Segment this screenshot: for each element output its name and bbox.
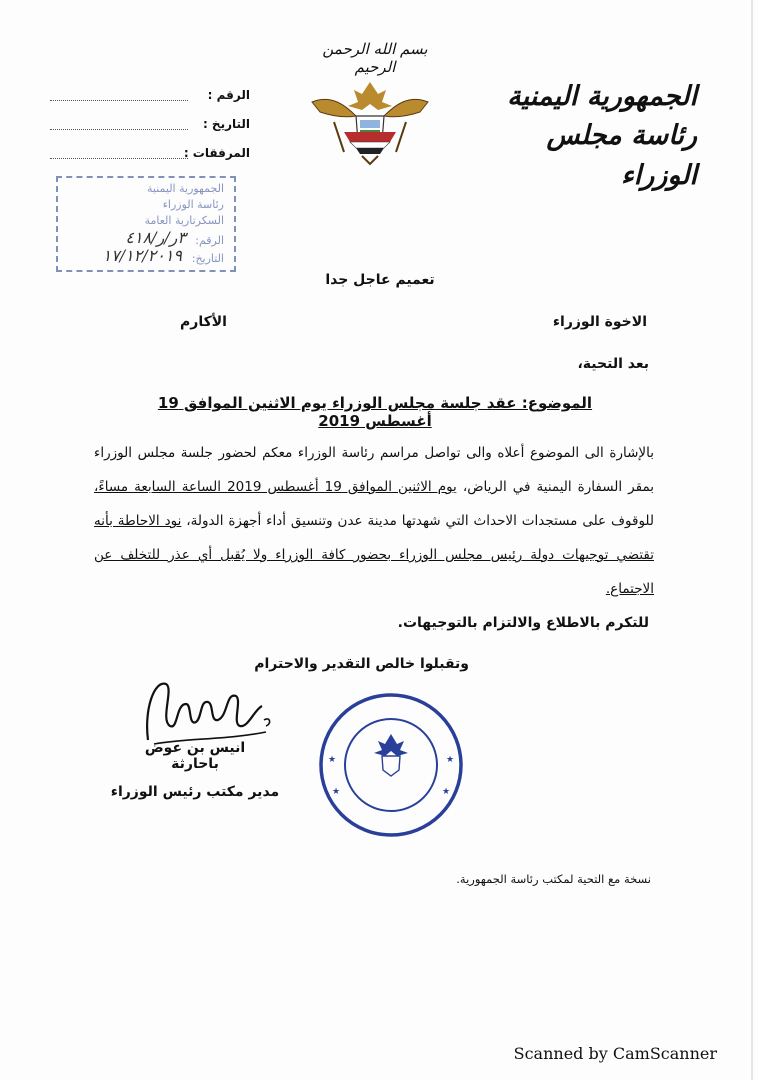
meta-fields [40, 88, 250, 175]
header-republic: الجمهورية اليمنية [507, 81, 697, 112]
office-seal-icon [316, 690, 466, 840]
svg-text:★: ★ [328, 755, 337, 765]
salutation-brothers: الاخوة الوزراء [552, 314, 647, 330]
stamp-line3: السكرتارية العامة [144, 214, 224, 227]
body-part1-underlined: يوم الاثنين الموافق 19 أغسطس 2019 الساعة السابعة مساءً، [94, 479, 457, 495]
stamp-date-label: التاريخ: [191, 252, 224, 265]
signer-name: انيس بن عوض باحارثة [144, 740, 246, 772]
body-part1: بالإشارة الى الموضوع أعلاه والى تواصل مراسم رئاسة الوزراء معكم لحضور جلسة مجلس الوزراء بمقر السفارة اليمنية في الرياض، [94, 445, 655, 495]
meta-number-row [40, 88, 250, 117]
greeting: بعد التحية، [577, 356, 649, 372]
svg-text:★: ★ [332, 787, 341, 797]
yemen-emblem-icon [304, 72, 436, 168]
stamp-number-label: الرقم: [195, 234, 224, 247]
meta-date-row [40, 117, 250, 146]
meta-number-label: الرقم : [207, 88, 250, 102]
subject-line: الموضوع: عقد جلسة مجلس الوزراء يوم الاثنين الموافق 19 أغسطس 2019 [157, 394, 593, 430]
header-presidency: رئاسة مجلس الوزراء [546, 120, 697, 191]
meta-attachments-line [50, 158, 188, 159]
meta-number-line [50, 100, 188, 101]
meta-attachments-row [40, 146, 250, 175]
body-part3-underlined: نود الاحاطة بأنه تقتضي توجيهات دولة رئيس مجلس الوزراء بحضور كافة الوزراء ولا يُقبل أي عذر للتخلف عن الاجتماع. [94, 513, 654, 597]
scanner-watermark: Scanned by CamScanner [513, 1044, 717, 1063]
regards-line: وتقبلوا خالص التقدير والاحترام [254, 656, 469, 672]
cc-line: نسخة مع التحية لمكتب رئاسة الجمهورية. [456, 872, 651, 886]
stamp-date-value: ١٧/١٢/٢٠١٩ [102, 246, 182, 265]
signer-title: مدير مكتب رئيس الوزراء [110, 784, 280, 800]
meta-date-line [50, 129, 188, 130]
meta-date-label: التاريخ : [202, 117, 250, 131]
circular-title: تعميم عاجل جدا [325, 272, 435, 288]
incoming-stamp [56, 176, 236, 272]
salutation-respected: الأكارم [180, 314, 227, 330]
closing-line: للتكرم بالاطلاع والالتزام بالتوجيهات. [397, 615, 649, 631]
header-title-block [507, 78, 697, 196]
meta-attachments-label: المرفقات : [183, 146, 250, 160]
stamp-number-value: ٣ر/ر/٤١٨ [125, 228, 186, 247]
stamp-line1: الجمهورية اليمنية [146, 182, 224, 195]
body-part2: للوقوف على مستجدات الاحداث التي شهدتها مدينة عدن وتنسيق أداء أجهزة الدولة، [186, 513, 654, 529]
svg-text:★: ★ [442, 787, 451, 797]
letter-body [94, 436, 654, 606]
svg-text:★: ★ [446, 755, 455, 765]
stamp-line2: رئاسة الوزراء [162, 198, 224, 211]
bismillah: بسم الله الرحمن الرحيم [322, 40, 428, 76]
scan-edge [751, 0, 753, 1080]
